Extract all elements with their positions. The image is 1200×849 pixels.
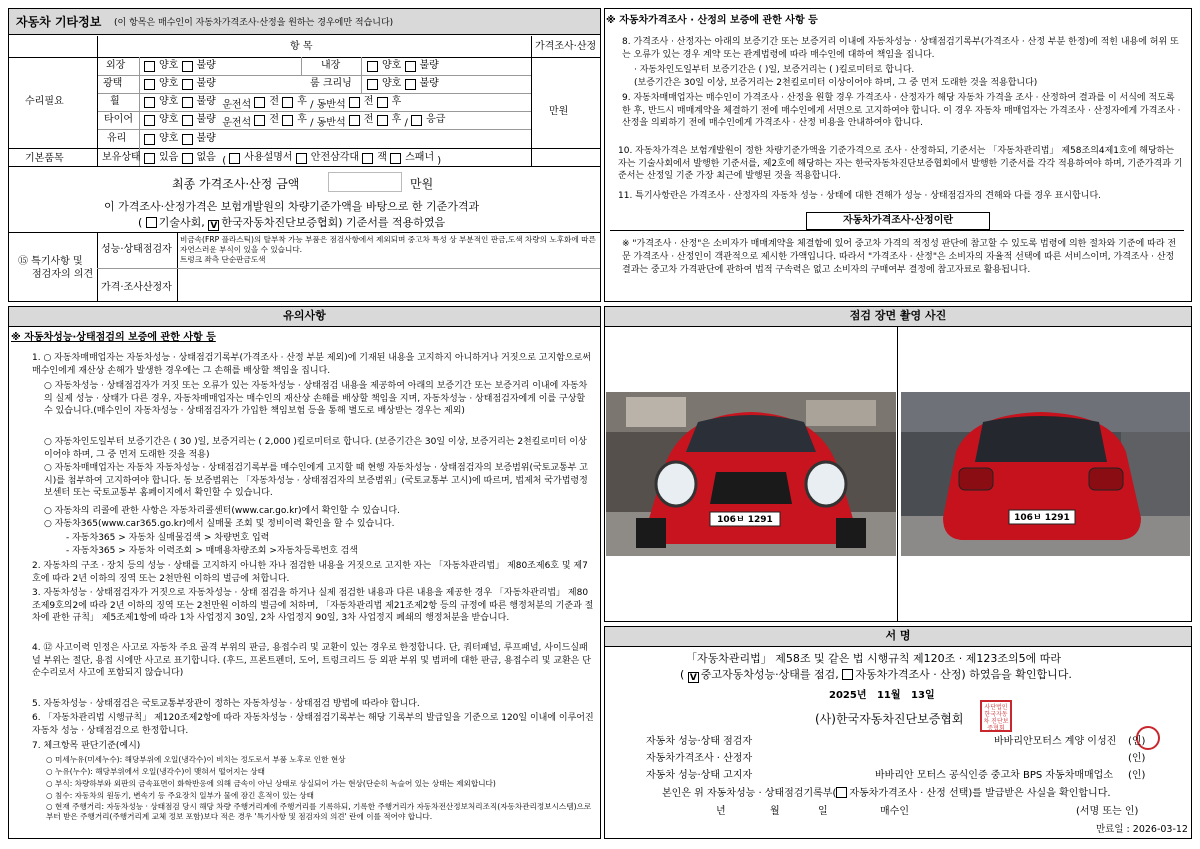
interior-label: 내장 — [321, 60, 341, 71]
final-price-unit: 만원 — [410, 177, 434, 191]
gloss-label: 광택 — [103, 78, 123, 89]
price-appraisal-checkbox[interactable] — [842, 669, 853, 680]
price-definition-title: 자동차가격조사·산정이란 — [806, 212, 990, 230]
notice-item-3: 3. 자동차성능 · 상태점검자가 거짓으로 자동차성능 · 상태 점검을 하거나 실제 점검한 내용과 다른 내용을 제공한 경우 「자동차관리법」 제80조제9호의2에 따라 2년 이하의 징역 또는 2천만원 이하의 벌금에 처하며, 「자동차관리법 제21조제2항 등의 규정에 따른 행정처분의 기준과 절차에 관한 규칙」 제5조제1항에 따라 1차 사업정지 30일, 2차 사업정지 90일, 3차 사업정지 폐쇄의 행정처분을 받습니다. — [32, 588, 594, 624]
exterior-good-checkbox[interactable] — [144, 61, 155, 72]
tire-options: 양호 불량 운전석 전 후 / 동반석 전 후 / 응급 — [144, 114, 445, 130]
gloss-options: 양호 불량 — [144, 78, 216, 94]
section-title: 자동차 기타정보 — [16, 15, 102, 29]
interior-good-checkbox[interactable] — [367, 61, 378, 72]
triangle-checkbox[interactable] — [296, 153, 307, 164]
tire-good-checkbox[interactable] — [144, 115, 155, 126]
wheel-label: 휠 — [110, 96, 120, 107]
buyer-label: 매수인 — [880, 806, 909, 817]
notice-item-1d: ○ 자동차매매업자는 자동차 자동차성능 · 상태점검기록부를 매수인에게 고지할 때 현행 자동차성능 · 상태점검자의 보증범위(국토교통부 고시)를 첨부하여 고지하여야 합니다. 동 보증범위는 「자동차성능 · 상태점검자의 보증범위」(국토교통부 고시)에 따르며, 법제처 국가법령정보센터 또는 국토교통부 홈페이지에서 확인할 수 있습니다. — [44, 463, 589, 499]
appraiser-opinion-label: 가격·조사산정자 — [101, 282, 172, 293]
tire-driver-front-checkbox[interactable] — [254, 115, 265, 126]
signature-header: 서 명 — [605, 627, 1191, 647]
opinion-label-1: ⑮ 특기사항 및 — [18, 256, 83, 267]
wheel-passenger-rear-checkbox[interactable] — [377, 97, 388, 108]
wheel-options: 양호 불량 운전석 전 후 / 동반석 전 후 — [144, 96, 401, 112]
tire-emergency-checkbox[interactable] — [411, 115, 422, 126]
opinion-label-2: 점검자의 의견 — [32, 269, 94, 280]
notice-item-1b: ○ 자동차성능 · 상태점검자가 거짓 또는 오류가 있는 자동차성능 · 상태점검 내용을 제공하여 아래의 보증기간 또는 보증거리 이내에 자동차의 실제 성능 · 상태가 다른 경우, 자동차매매업자는 매수인의 재산상 손해를 배상할 책임을 지며, 자동차성능 · 상태점검자에게 이를 구상할 수 있습니다.(매수인이 자동차성능 · 상태점검자가 가입한 책임보험 등을 통해 별도로 배상받는 경우는 제외) — [44, 381, 588, 417]
signature-options: ( V 중고자동차성능·상태를 점검, 자동차가격조사 · 산정) 하였음을 확인합니다. — [680, 668, 1072, 683]
gloss-bad-checkbox[interactable] — [182, 79, 193, 90]
basis-kadwa-checkbox[interactable]: V — [208, 220, 219, 231]
glass-good-checkbox[interactable] — [144, 134, 155, 145]
tire-bad-checkbox[interactable] — [182, 115, 193, 126]
notice-item-2: 2. 자동차의 구조 · 장치 등의 성능 · 상태를 고지하지 아니한 자나 점검한 내용을 거짓으로 고지한 자는 「자동차관리법」 제80조제6호 및 제7호에 따라 2년 이하의 징역 또는 2천만원 이하의 벌금에 처합니다. — [32, 561, 588, 584]
signature-organization: (사)한국자동차진단보증협회 — [815, 712, 964, 726]
notice-item-1: 1. ○ 자동차매매업자는 자동차성능 · 상태점검기록부(가격조사 · 산정 부분 제외)에 기재된 내용을 고지하지 아니하거나 거짓으로 고지함으로써 매수인에게 재산상 손해가 발생한 경우에는 그 손해를 배상할 책임을 집니다. — [32, 353, 591, 376]
basic-items-label: 기본품목 — [25, 153, 64, 164]
repair-needed-label: 수리필요 — [25, 96, 64, 107]
price-item-8: 8. 가격조사 · 산정자는 아래의 보증기간 또는 보증거리 이내에 자동차성능 · 상태점검기록부(가격조사 · 산정 부분 한정)에 적힌 내용에 허위 또는 오류가 있는 경우 계약 또는 관계법령에 따라 매수인에 대하여 책임을 집니다. — [622, 37, 1179, 60]
notifier-label: 자동차 성능·상태 고지자 — [646, 770, 753, 781]
manual-checkbox[interactable] — [229, 153, 240, 164]
criteria-4: ○ 침수: 자동차의 원동기, 변속기 등 주요장치 일부가 물에 잠긴 흔적이 있는 상태 — [46, 791, 314, 800]
notice-subheader: ※ 자동차성능·상태점검의 보증에 관한 사항 등 — [11, 332, 216, 343]
notifier-seal: (인) — [1128, 770, 1146, 781]
signature-date: 2025년 11월 13일 — [829, 690, 935, 701]
wheel-bad-checkbox[interactable] — [182, 97, 193, 108]
used-car-inspection-checkbox[interactable]: V — [688, 672, 699, 683]
room-cleaning-good-checkbox[interactable] — [367, 79, 378, 90]
notice-item-1e: ○ 자동차의 리콜에 관한 사항은 자동차리콜센터(www.car.go.kr)에서 확인할 수 있습니다. — [44, 506, 400, 516]
photo-header: 점검 장면 촬영 사진 — [605, 307, 1191, 327]
notice-item-4: 4. ⑫ 사고이력 인정은 사고로 자동차 주요 골격 부위의 판금, 용접수리 및 교환이 있는 경우로 한정합니다. 단, 쿼터패널, 루프패널, 사이드실패널 부위는 절단, 용접 시에만 사고로 표기합니다. (후드, 프론트펜더, 도어, 트렁크리드 등 외판 부위 및 범퍼에 대한 판금, 용접수리 및 교환은 단순수리로서 사고에 포함되지 않습니다) — [32, 643, 591, 679]
price-item-10: 10. 자동차가격은 보험개발원이 정한 차량기준가액을 기준가격으로 조사 · 산정하되, 기준서는 「자동차관리법」 제58조의4제1호에 해당하는 자는 기술사회에서 발행한 기준서를, 제2호에 해당하는 자는 한국자동차진단보증협회에서 발행한 기준서를 각각 적용하여야 하며, 기준가격과 기준서는 산정일 기준 가장 최근에 발행된 것을 적용합니다. — [618, 146, 1183, 182]
front-car-illustration — [606, 392, 896, 556]
notice-item-1h: - 자동차365 > 자동차 이력조회 > 매매용차량조회 >자동차등록번호 검색 — [66, 546, 358, 556]
criteria-2: ○ 누유(누수): 해당부위에서 오일(냉각수)이 맺혀서 떨어지는 상태 — [46, 767, 265, 776]
col-price-header: 가격조사·산정 — [535, 41, 597, 52]
rear-plate-number: 106ㅂ 1291 — [1014, 513, 1070, 523]
price-unit-label: 만원 — [549, 106, 569, 117]
criteria-3: ○ 부식: 차량하부와 외판의 금속표면이 화학반응에 의해 금속이 아닌 상태로 상실되어 가는 현상(단순히 녹슬어 있는 상태는 제외합니다) — [46, 779, 496, 788]
wheel-good-checkbox[interactable] — [144, 97, 155, 108]
inspector-label: 자동차 성능·상태 점검자 — [646, 736, 753, 747]
col-item-header: 항 목 — [290, 41, 313, 52]
tire-passenger-rear-checkbox[interactable] — [377, 115, 388, 126]
price-basis-line: 이 가격조사·산정가격은 보험개발원의 차량기준가액을 바탕으로 한 기준가격과 — [104, 200, 480, 213]
signature-law-line: 「자동차관리법」 제58조 및 같은 법 시행규칙 제120조 · 제123조의5에 따라 — [686, 652, 1061, 665]
interior-options: 양호 불량 — [367, 60, 439, 76]
receipt-appraisal-checkbox[interactable] — [836, 787, 847, 798]
criteria-5: ○ 현재 주행거리: 자동차성능 · 상태점검 당시 해당 차량 주행거리계에 주행거리를 기록하되, 기록한 주행거리가 자동차전산정보처리조직(자동차관리정보시스템)으로부터 받은 주행거리(주행거리계 교체 정보 포함)보다 적은 경우 '특기사항 및 점검자의 의견' 란에 이를 적어야 합니다. — [46, 802, 592, 821]
notice-header: 유의사항 — [9, 307, 600, 327]
gloss-good-checkbox[interactable] — [144, 79, 155, 90]
price-item-11: 11. 특기사항란은 가격조사 · 산정자의 자동차 성능 · 상태에 대한 견해가 성능 · 상태점검자의 견해와 다를 경우 표시합니다. — [618, 191, 1102, 201]
interior-bad-checkbox[interactable] — [405, 61, 416, 72]
inspector-opinion-text: 비금속(FRP 플라스틱)의 탈부착 가능 부품은 점검사항에서 제외되며 중고차 특성 상 부분적인 판금,도색 차량의 노후화에 따른 자연스러운 부식이 있을 수 있습니다. — [180, 235, 596, 254]
tire-label: 타이어 — [104, 114, 133, 125]
organization-seal-stamp: 사단법인 한국자동차 진단보증협회 — [980, 700, 1012, 732]
glass-label: 유리 — [107, 133, 127, 144]
price-item-8-note: (보증기간은 30일 이상, 보증거리는 2천킬로미터 이상이어야 하며, 그 중 먼저 도래한 것을 적용합니다) — [634, 78, 1038, 88]
exterior-bad-checkbox[interactable] — [182, 61, 193, 72]
notice-item-1g: - 자동차365 > 자동차 실매물검색 > 차량번호 입력 — [66, 533, 270, 543]
section-title-note: (이 항목은 매수인이 자동차가격조사·산정을 원하는 경우에만 적습니다) — [114, 18, 394, 28]
possession-options: 있음 없음 ( 사용설명서 안전삼각대 잭 스패너 ) — [144, 152, 441, 168]
wheel-driver-front-checkbox[interactable] — [254, 97, 265, 108]
criteria-1: ○ 미세누유(미세누수): 해당부위에 오일(냉각수)이 비치는 정도로서 부품 노후로 인한 현상 — [46, 755, 346, 764]
exterior-options: 양호 불량 — [144, 60, 216, 76]
tire-driver-rear-checkbox[interactable] — [282, 115, 293, 126]
glass-options: 양호 불량 — [144, 133, 216, 149]
price-basis-options: ( 기술사회, V 한국자동차진단보증협회) 기준서를 적용하였음 — [138, 216, 446, 231]
possession-have-checkbox[interactable] — [144, 153, 155, 164]
room-cleaning-options: 양호 불량 — [367, 78, 439, 94]
price-item-8-period: · 자동차인도일부터 보증기간은 ( )일, 보증거리는 ( )킬로미터로 합니다. — [634, 65, 915, 75]
possession-label: 보유상태 — [102, 152, 141, 163]
rear-car-illustration — [901, 392, 1190, 556]
receipt-year: 년 — [716, 806, 726, 817]
tire-passenger-front-checkbox[interactable] — [349, 115, 360, 126]
wheel-passenger-front-checkbox[interactable] — [349, 97, 360, 108]
rear-inspection-photo — [901, 392, 1190, 556]
receipt-day: 일 — [818, 806, 828, 817]
price-guarantee-title: ※ 자동차가격조사 · 산정의 보증에 관한 사항 등 — [606, 15, 818, 26]
front-plate-number: 106ㅂ 1291 — [717, 515, 773, 525]
notice-item-7: 7. 체크항목 판단기준(예시) — [32, 741, 141, 751]
room-cleaning-label: 룸 크리닝 — [310, 78, 352, 89]
jack-checkbox[interactable] — [362, 153, 373, 164]
buyer-sign-field[interactable]: (서명 또는 인) — [1076, 806, 1139, 817]
notice-item-5: 5. 자동차성능 · 상태점검은 국토교통부장관이 정하는 자동차성능 · 상태점검 방법에 따라야 합니다. — [32, 699, 420, 709]
final-price-label: 최종 가격조사·산정 금액 — [172, 177, 300, 191]
final-price-input[interactable] — [328, 172, 402, 192]
receipt-line: 본인은 위 자동차성능 · 상태점검기록부( 자동차가격조사 · 산정 선택)를 발급받은 사실을 확인합니다. — [662, 788, 1111, 799]
inspector-seal: (인) — [1128, 736, 1146, 747]
exterior-label: 외장 — [106, 60, 126, 71]
notice-item-1c: ○ 자동차인도일부터 보증기간은 ( 30 )일, 보증거리는 ( 2,000 )킬로미터로 합니다. (보증기간은 30일 이상, 보증거리는 2천킬로미터 이상이어야 하며, 그 중 먼저 도래한 것을 적용) — [44, 437, 587, 460]
inspector-opinion-label: 성능·상태점검자 — [101, 244, 172, 255]
glass-bad-checkbox[interactable] — [182, 134, 193, 145]
appraiser-label: 자동차가격조사 · 산정자 — [646, 753, 753, 764]
possession-none-checkbox[interactable] — [182, 153, 193, 164]
notice-item-6: 6. 「자동차관리법 시행규칙」 제120조제2항에 따라 자동차성능 · 상태점검기록부는 해당 기록부의 발급일을 기준으로 120일 이내에 이루어진 자동차 성능 · 상태점검으로 한정합니다. — [32, 713, 594, 736]
room-cleaning-bad-checkbox[interactable] — [405, 79, 416, 90]
notice-item-1f: ○ 자동차365(www.car365.go.kr)에서 실매물 조회 및 정비이력 확인을 할 수 있습니다. — [44, 519, 395, 529]
price-definition-text: ※ "가격조사 · 산정"은 소비자가 매매계약을 체결함에 있어 중고차 가격의 적정성 판단에 참고할 수 있도록 법령에 의한 절차와 기준에 따라 전문 가격조사 · 산정인이 객관적으로 제시한 가액입니다. 따라서 "가격조사 · 산정"은 소비자의 자율적 선택에 따른 서비스이며, 가격조사 · 산정 결과는 중고차 가격판단에 관하여 법적 구속력은 없고 소비자의 구매여부 결정에 참고자료로 활용됩니다. — [622, 239, 1177, 275]
price-item-9: 9. 자동차매매업자는 매수인이 가격조사 · 산정을 원할 경우 가격조사 · 산정자가 해당 자동차 가격을 조사 · 산정하여 결과를 이 서식에 적도록 한 후, 반드시 매매계약을 체결하기 전에 매수인에게 서면으로 고지하여야 합니다. 이 경우 자동차 매매업자는 가격조사 · 산정자에게 가격조사 · 산정을 의뢰하기 전에 매수인에게 가격조사 · 산정 비용을 안내하여야 합니다. — [622, 93, 1181, 129]
expiry-date: 만료일 : 2026-03-12 — [1096, 824, 1188, 835]
basis-engineer-society-checkbox[interactable] — [146, 217, 157, 228]
notifier-name: 바바리안 모터스 공식인증 중고차 BPS 자동차매매업소 — [875, 770, 1113, 781]
receipt-month: 월 — [770, 806, 780, 817]
front-inspection-photo — [606, 392, 896, 556]
appraiser-seal: (인) — [1128, 753, 1146, 764]
inspector-opinion-detail: 트렁크 좌측 단순판금도색 — [180, 255, 266, 264]
spanner-checkbox[interactable] — [390, 153, 401, 164]
wheel-driver-rear-checkbox[interactable] — [282, 97, 293, 108]
inspector-name: 바바리안모터스 계양 이성진 — [994, 736, 1117, 747]
